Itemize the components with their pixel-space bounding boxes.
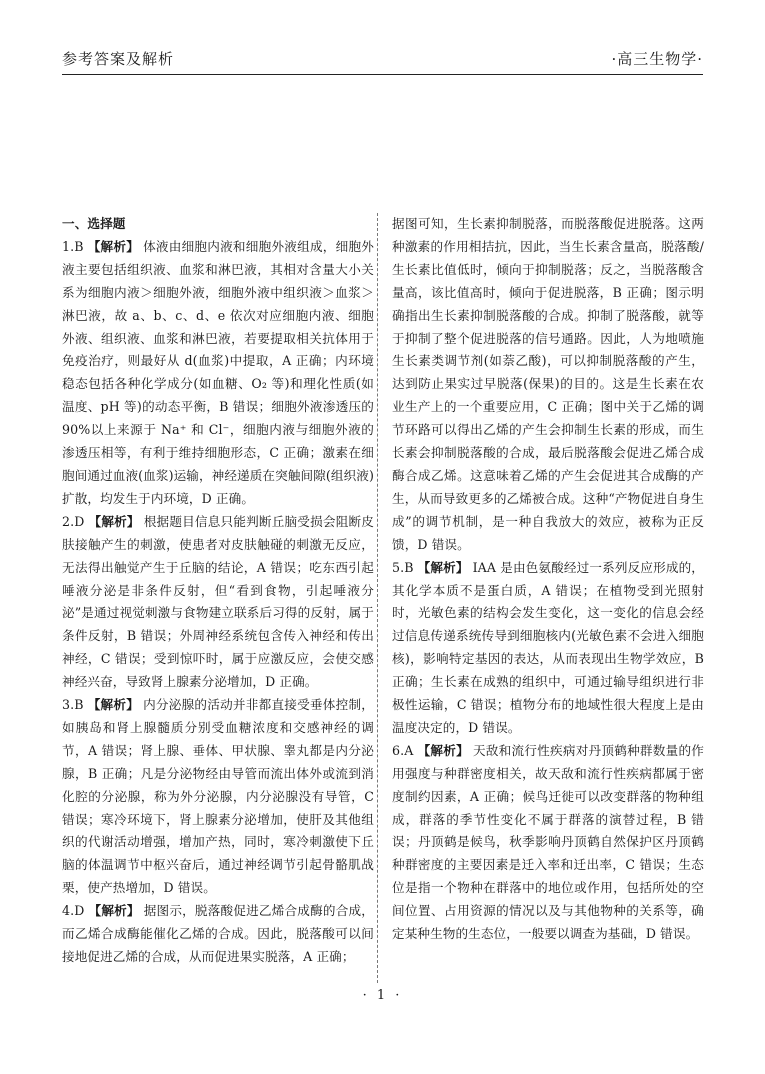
answer-item	[392, 557, 704, 740]
right-column	[392, 213, 704, 946]
answer-text-part1: 据图示，脱落酸促进乙烯合成酶的合成，而乙烯合成酶能催化乙烯的合成。因此，脱落酸可以间接地促进乙烯的合成，从而促进果实脱落，A 正确；	[62, 903, 374, 964]
answer-text: IAA 是由色氨酸经过一系列反应形成的，其化学本质不是蛋白质，A 错误；在植物受到光照射时，光敏色素的结构会发生变化，这一变化的信息会经过信息传递系统传导到细胞核内(光敏色素不会进入细胞核)，影响特定基因的表达，从而表现出生物学效应，B 正确；生长素在成熟的组织中，可通过输导组织进行非极性运输，C 错误；植物分布的地域性很大程度上是由温度决定的，D 错误。	[392, 559, 704, 735]
answer-number: 1.B	[62, 238, 84, 254]
answer-text: 天敌和流行性疾病对丹顶鹤种群数量的作用强度与种群密度相关，故天敌和流行性疾病都属于密度制约因素，A 正确；候鸟迁徙可以改变群落的物种组成，群落的季节性变化不属于群落的演替过程，B 错误；丹顶鹤是候鸟，秋季影响丹顶鹤自然保护区丹顶鹤种群密度的主要因素是迁入率和迁出率，C 错误；生态位是指一个物种在群落中的地位或作用，包括所处的空间位置、占用资源的情况以及与其他物种的关系等，确定某种生物的生态位，一般要以调查为基础，D 错误。	[392, 742, 704, 942]
answer-number: 6.A	[392, 742, 414, 758]
left-column	[62, 213, 374, 969]
analysis-tag: 【解析】	[87, 238, 140, 254]
answer-item	[62, 511, 374, 694]
header-subject: ·高三生物学·	[611, 50, 703, 68]
section-title: 一、选择题	[62, 216, 126, 231]
answer-text: 根据题目信息只能判断丘脑受损会阻断皮肤接触产生的刺激，使患者对皮肤触碰的刺激无反应，无法得出触觉产生于丘脑的结论，A 错误；吃东西引起唾液分泌是非条件反射，但“看到食物，引起唾液分泌”是通过视觉刺激与食物建立联系后习得的反射，属于条件反射，B 错误；外周神经系统包含传入神经和传出神经，C 错误；受到惊吓时，属于应激反应，会使交感神经兴奋，导致肾上腺素分泌增加，D 正确。	[62, 513, 374, 690]
answer-text: 体液由细胞内液和细胞外液组成，细胞外液主要包括组织液、血浆和淋巴液，其相对含量大小关系为细胞内液＞细胞外液，细胞外液中组织液＞血浆＞淋巴液，故 a、b、c、d、e 依次对应细胞内液、细胞外液、组织液、血浆和淋巴液，若要提取相关抗体用于免疫治疗，则最好从 d(血浆)中提取，A 正确；内环境稳态包括各种化学成分(如血糖、O₂ 等)和理化性质(如温度、pH 等)的动态平衡，B 错误；细胞外液渗透压的 90%以上来源于 Na⁺ 和 Cl⁻，细胞内液与细胞外液的渗透压相等，有利于维持细胞形态，C 正确；激素在细胞间通过血液(血浆)运输，神经递质在突触间隙(组织液)扩散，均发生于内环境，D 正确。	[62, 238, 375, 506]
answer-item	[392, 740, 704, 946]
answer-item	[62, 900, 374, 969]
answer-text: 内分泌腺的活动并非都直接受垂体控制，如胰岛和肾上腺髓质分别受血糖浓度和交感神经的调节，A 错误；肾上腺、垂体、甲状腺、睾丸都是内分泌腺，B 正确；凡是分泌物经由导管而流出体外或流到消化腔的分泌腺，称为外分泌腺，内分泌腺没有导管，C 错误；寒冷环境下，肾上腺素分泌增加，使肝及其他组织的代谢活动增强，增加产热，同时，寒冷刺激使下丘脑的体温调节中枢兴奋后，通过神经调节引起骨骼肌战栗，使产热增加，D 错误。	[62, 697, 374, 896]
analysis-tag: 【解析】	[417, 742, 469, 758]
answer-text-continued: 据图可知，生长素抑制脱落，而脱落酸促进脱落。这两种激素的作用相拮抗，因此，当生长素含量高，脱落酸/生长素比值低时，倾向于抑制脱落；反之，当脱落酸含量高，该比值高时，倾向于促进脱落，B 正确；图示明确指出生长素抑制脱落酸的合成。抑制了脱落酸，就等于抑制了整个促进脱落的信号通路。因此，人为地喷施生长素类调节剂(如萘乙酸)，可以抑制脱落酸的产生，达到防止果实过早脱落(保果)的目的。这是生长素在农业生产上的一个重要应用，C 正确；图中关于乙烯的调节环路可以得出乙烯的产生会抑制生长素的形成，而生长素会抑制脱落酸的合成，最后脱落酸会促进乙烯合成酶合成乙烯。这意味着乙烯的产生会促进其合成酶的产生，从而导致更多的乙烯被合成。这种“产物促进自身生成”的调节机制，是一种自我放大的效应，被称为正反馈，D 错误。	[392, 216, 704, 552]
analysis-tag: 【解析】	[88, 903, 140, 919]
answer-number: 4.D	[62, 903, 85, 919]
header-title: 参考答案及解析	[62, 50, 175, 68]
column-divider	[377, 213, 378, 983]
analysis-tag: 【解析】	[87, 697, 140, 713]
page-header	[62, 46, 703, 75]
page-number: · 1 ·	[362, 988, 403, 1003]
answer-item	[62, 236, 374, 511]
analysis-tag: 【解析】	[417, 559, 469, 575]
answer-number: 2.D	[62, 513, 85, 529]
answer-number: 3.B	[62, 697, 84, 713]
answer-item	[62, 694, 374, 900]
analysis-tag: 【解析】	[88, 513, 140, 529]
answer-number: 5.B	[392, 559, 414, 575]
